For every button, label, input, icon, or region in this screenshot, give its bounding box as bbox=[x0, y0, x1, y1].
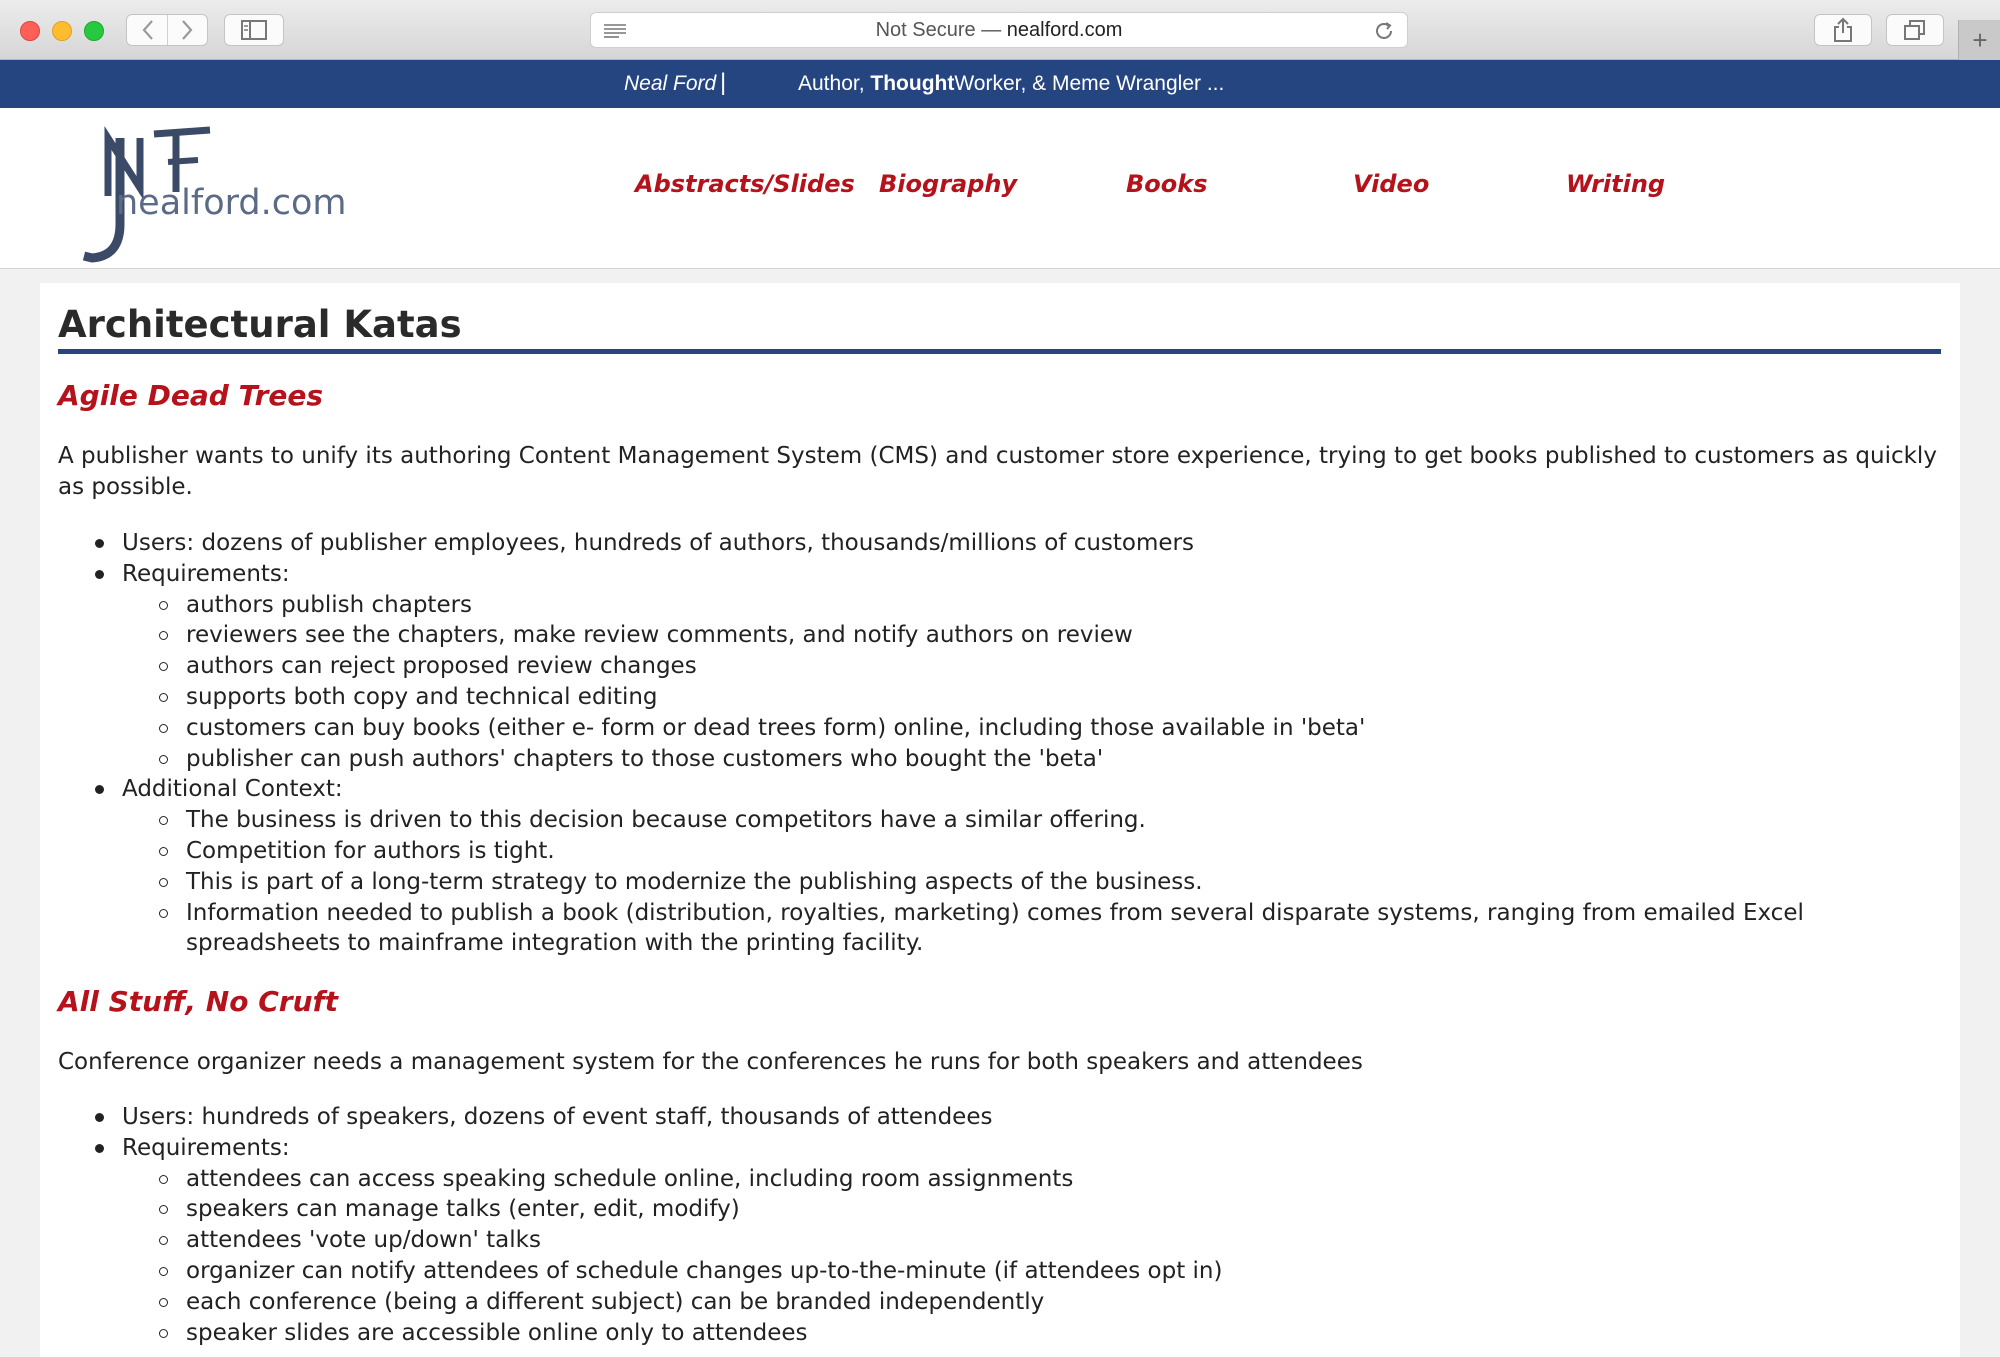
list-item: supports both copy and technical editing bbox=[122, 682, 1938, 713]
list-item: authors can reject proposed review changes bbox=[122, 651, 1938, 682]
address-domain: nealford.com bbox=[1006, 18, 1123, 41]
nav-biography[interactable]: Biography bbox=[879, 170, 1018, 198]
zoom-window-button[interactable] bbox=[84, 21, 104, 41]
share-icon bbox=[1832, 17, 1854, 43]
list-item: publisher can push authors' chapters to those customers who bought the 'beta' bbox=[122, 744, 1938, 775]
forward-button[interactable] bbox=[167, 15, 206, 45]
new-tab-button[interactable] bbox=[1958, 20, 2000, 60]
nav-writing[interactable]: Writing bbox=[1566, 170, 1666, 198]
list-item: attendees 'vote up/down' talks bbox=[122, 1225, 1938, 1256]
context-label: Additional Context: bbox=[122, 776, 343, 803]
sidebar-button[interactable] bbox=[224, 14, 284, 46]
list-item bbox=[58, 559, 1938, 775]
plus-icon: + bbox=[1972, 24, 1988, 55]
chevron-left-icon bbox=[141, 19, 155, 41]
kata-description: Conference organizer needs a management system for the conferences he runs for both speakers and attendees bbox=[58, 1049, 1363, 1075]
sidebar-icon bbox=[241, 20, 267, 40]
site-logo[interactable] bbox=[68, 126, 358, 266]
users-text: Users: dozens of publisher employees, hundreds of authors, thousands/millions of customers bbox=[122, 530, 1194, 556]
share-button[interactable] bbox=[1814, 14, 1872, 46]
context-list bbox=[122, 805, 1938, 959]
kata-title: All Stuff, No Cruft bbox=[58, 985, 339, 1018]
requirements-list bbox=[122, 590, 1938, 775]
list-item bbox=[58, 1102, 1938, 1133]
reader-icon[interactable] bbox=[603, 23, 627, 39]
reload-icon[interactable] bbox=[1373, 20, 1395, 42]
list-item: authors publish chapters bbox=[122, 590, 1938, 621]
tagline-post: Worker, & Meme Wrangler ... bbox=[954, 72, 1225, 95]
back-forward-group bbox=[126, 14, 208, 46]
tagline-bold: Thought bbox=[870, 72, 955, 95]
list-item: speaker slides are accessible online only to attendees bbox=[122, 1318, 1938, 1349]
nf-logo-mark bbox=[68, 126, 358, 266]
list-item: speakers can manage talks (enter, edit, modify) bbox=[122, 1194, 1938, 1225]
tagline-bar bbox=[0, 60, 2000, 108]
list-item: organizer can notify attendees of schedule changes up-to-the-minute (if attendees opt in) bbox=[122, 1256, 1938, 1287]
chevron-right-icon bbox=[180, 19, 194, 41]
tagline bbox=[798, 72, 1224, 96]
kata-title: Agile Dead Trees bbox=[58, 379, 324, 412]
minimize-window-button[interactable] bbox=[52, 21, 72, 41]
requirements-list bbox=[122, 1164, 1938, 1349]
tabs-icon bbox=[1903, 19, 1927, 41]
nav-abstracts-slides[interactable]: Abstracts/Slides bbox=[635, 170, 855, 198]
list-item: each conference (being a different subject) can be branded independently bbox=[122, 1287, 1938, 1318]
list-item: Competition for authors is tight. bbox=[122, 836, 1938, 867]
logo-text: nealford.com bbox=[116, 183, 347, 223]
nav-books[interactable]: Books bbox=[1126, 170, 1208, 198]
kata-bullets bbox=[58, 528, 1938, 959]
list-item: customers can buy books (either e- form or dead trees form) online, including those available in 'beta' bbox=[122, 713, 1938, 744]
list-item bbox=[58, 774, 1938, 959]
requirements-label: Requirements: bbox=[122, 560, 290, 587]
requirements-label: Requirements: bbox=[122, 1134, 290, 1161]
browser-toolbar bbox=[0, 0, 2000, 60]
page-title: Architectural Katas bbox=[58, 303, 462, 346]
list-item: reviewers see the chapters, make review comments, and notify authors on review bbox=[122, 620, 1938, 651]
list-item: The business is driven to this decision because competitors have a similar offering. bbox=[122, 805, 1938, 836]
address-security-label: Not Secure — bbox=[875, 18, 1007, 41]
list-item: Information needed to publish a book (distribution, royalties, marketing) comes from several disparate systems, ranging from emailed Excel spreadsheets to mainframe integration with the printing facility. bbox=[122, 898, 1938, 960]
tagline-pre: Author, bbox=[798, 72, 871, 95]
kata-description: A publisher wants to unify its authoring Content Management System (CMS) and customer store experience, trying to get books published to customers as quickly as possible. bbox=[58, 443, 1937, 500]
users-text: Users: hundreds of speakers, dozens of event staff, thousands of attendees bbox=[122, 1104, 993, 1130]
site-author-name[interactable]: Neal Ford bbox=[624, 72, 717, 95]
site-header bbox=[0, 108, 2000, 269]
list-item bbox=[58, 1133, 1938, 1349]
list-item: This is part of a long-term strategy to modernize the publishing aspects of the business. bbox=[122, 867, 1938, 898]
tagline-separator: | bbox=[720, 69, 727, 96]
back-button[interactable] bbox=[129, 15, 167, 45]
tabs-overview-button[interactable] bbox=[1886, 14, 1944, 46]
list-item: attendees can access speaking schedule online, including room assignments bbox=[122, 1164, 1938, 1195]
address-bar[interactable] bbox=[590, 12, 1408, 48]
list-item bbox=[58, 528, 1938, 559]
nav-video[interactable]: Video bbox=[1353, 170, 1430, 198]
kata-bullets bbox=[58, 1102, 1938, 1348]
title-divider bbox=[58, 349, 1941, 354]
main-content bbox=[40, 283, 1960, 1357]
close-window-button[interactable] bbox=[20, 21, 40, 41]
